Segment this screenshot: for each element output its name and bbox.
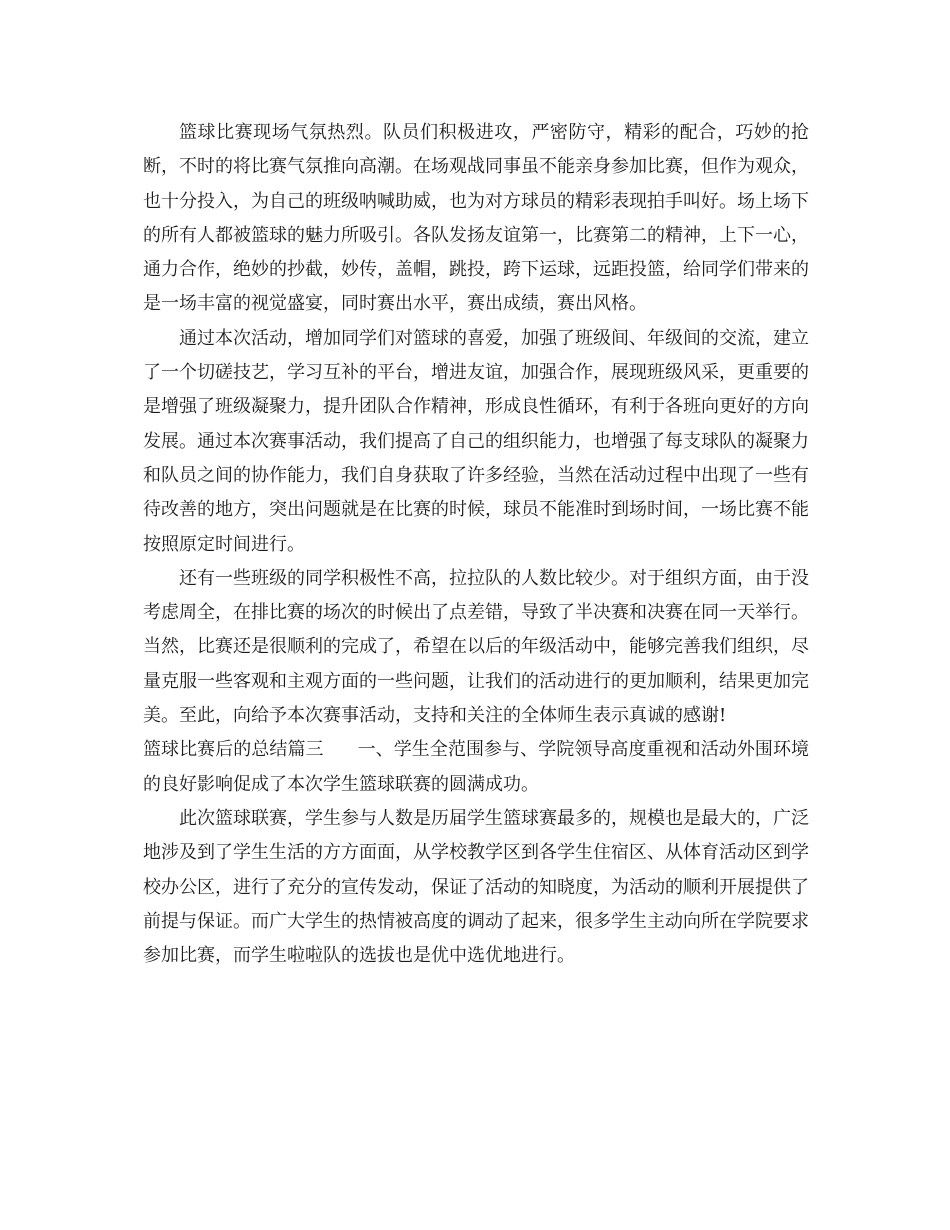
document-page — [143, 116, 809, 973]
paragraph-game-atmosphere: 篮球比赛现场气氛热烈。队员们积极进攻，严密防守，精彩的配合，巧妙的抢断，不时的将比赛气氛推向高潮。在场观战同事虽不能亲身参加比赛，但作为观众，也十分投入，为自己的班级呐喊助威，也为对方球员的精彩表现拍手叫好。场上场下的所有人都被篮球的魅力所吸引。各队发扬友谊第一，比赛第二的精神，上下一心，通力合作，绝妙的抄截，妙传，盖帽，跳投，跨下运球，远距投篮，给同学们带来的是一场丰富的视觉盛宴，同时赛出水平，赛出成绩，赛出风格。 — [143, 122, 809, 315]
paragraph-problems-thanks: 还有一些班级的同学积极性不高，拉拉队的人数比较少。对于组织方面，由于没考虑周全，在排比赛的场次的时候出了点差错，导致了半决赛和决赛在同一天举行。当然，比赛还是很顺利的完成了，希望在以后的年级活动中，能够完善我们组织，尽量克服一些客观和主观方面的一些问题，让我们的活动进行的更加顺利，结果更加完美。至此，向给予本次赛事活动，支持和关注的全体师生表示真诚的感谢! — [143, 567, 809, 727]
paragraph-league-participation: 此次篮球联赛，学生参与人数是历届学生篮球赛最多的，规模也是最大的，广泛地涉及到了学生生活的方方面面，从学校教学区到各学生住宿区、从体育活动区到学校办公区，进行了充分的宣传发动，保证了活动的知晓度，为活动的顺利开展提供了前提与保证。而广大学生的热情被高度的调动了起来，很多学生主动向所在学院要求参加比赛，而学生啦啦队的选拔也是优中选优地进行。 — [143, 807, 809, 967]
section-title: 篮球比赛后的总结篇三 — [143, 739, 324, 761]
section-heading-line — [143, 733, 809, 802]
paragraph-activity-benefits: 通过本次活动，增加同学们对篮球的喜爱，加强了班级间、年级间的交流，建立了一个切磋技艺，学习互补的平台，增进友谊，加强合作，展现班级风采，更重要的是增强了班级凝聚力，提升团队合作精神，形成良性循环，有利于各班向更好的方向发展。通过本次赛事活动，我们提高了自己的组织能力，也增强了每支球队的凝聚力和队员之间的协作能力，我们自身获取了许多经验，当然在活动过程中出现了一些有待改善的地方，突出问题就是在比赛的时候，球员不能准时到场时间，一场比赛不能按照原定时间进行。 — [143, 327, 809, 555]
section-lead: 一、学生全范围参与、学院领导高度重视和活动外围环境的良好影响促成了本次学生篮球联赛的圆满成功。 — [143, 739, 810, 795]
